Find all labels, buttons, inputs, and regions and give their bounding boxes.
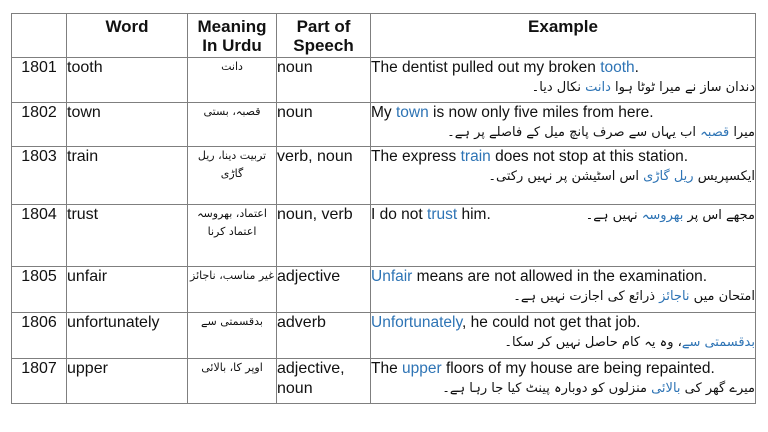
header-row <box>12 14 756 58</box>
row-example <box>371 58 756 103</box>
header-number <box>12 14 67 58</box>
example-highlight: ریل گاڑی <box>643 169 694 184</box>
row-word: train <box>67 147 188 205</box>
row-example <box>371 359 756 404</box>
row-example <box>371 205 756 267</box>
row-word: tooth <box>67 58 188 103</box>
example-inline <box>371 205 755 226</box>
example-text: دندان ساز نے میرا ٹوٹا ہوا <box>610 80 755 95</box>
example-english <box>371 147 755 167</box>
header-pos-line1: Part of <box>296 17 351 36</box>
vocabulary-table <box>11 13 756 404</box>
row-word: unfortunately <box>67 313 188 359</box>
example-highlight: ناجائز <box>659 289 690 304</box>
header-word: Word <box>67 14 188 58</box>
example-text: منزلوں کو دوبارہ پینٹ کیا جا رہا ہے۔ <box>442 381 652 396</box>
example-highlight: بدقسمتی سے <box>681 335 755 350</box>
example-urdu <box>371 379 755 399</box>
row-urdu-meaning: اوپر کا، بالائی <box>188 359 277 404</box>
row-part-of-speech: adjective <box>277 267 371 313</box>
example-text: . <box>634 59 639 76</box>
example-highlight: train <box>460 148 491 165</box>
example-english <box>371 359 755 379</box>
example-highlight: Unfortunately <box>371 314 463 331</box>
example-urdu <box>371 123 755 143</box>
row-part-of-speech: verb, noun <box>277 147 371 205</box>
table-row <box>12 103 756 147</box>
example-text: میرے گھر کی <box>680 381 755 396</box>
example-english <box>371 58 755 78</box>
header-meaning <box>188 14 277 58</box>
row-word: upper <box>67 359 188 404</box>
table-row <box>12 205 756 267</box>
example-highlight: tooth <box>600 59 635 76</box>
row-word: town <box>67 103 188 147</box>
example-text: The express <box>371 148 461 165</box>
row-urdu-meaning: تربیت دینا، ریل گاڑی <box>188 147 277 205</box>
example-text: نکال دیا۔ <box>531 80 586 95</box>
example-text: My <box>371 104 396 121</box>
row-urdu-meaning: دانت <box>188 58 277 103</box>
row-example <box>371 103 756 147</box>
row-part-of-speech: noun, verb <box>277 205 371 267</box>
row-word: unfair <box>67 267 188 313</box>
example-text: ایکسپریس <box>693 169 755 184</box>
header-part-of-speech <box>277 14 371 58</box>
row-urdu-meaning: غیر مناسب، ناجائز <box>188 267 277 313</box>
table-row <box>12 359 756 404</box>
row-part-of-speech: noun <box>277 103 371 147</box>
example-urdu <box>586 206 755 226</box>
example-urdu <box>371 167 755 187</box>
example-english <box>371 103 755 123</box>
example-text: ، وہ یہ کام حاصل نہیں کر سکا۔ <box>504 335 682 350</box>
row-urdu-meaning: اعتماد، بھروسہ اعتماد کرنا <box>188 205 277 267</box>
example-text: is now only five miles from here. <box>428 104 654 121</box>
example-text: The dentist pulled out my broken <box>371 59 601 76</box>
table-row <box>12 58 756 103</box>
example-text: ذرائع کی اجازت نہیں ہے۔ <box>513 289 660 304</box>
example-english <box>371 205 491 225</box>
table-row <box>12 313 756 359</box>
example-text: اس اسٹیشن پر نہیں رکتی۔ <box>488 169 644 184</box>
row-number: 1805 <box>12 267 67 313</box>
table-row <box>12 267 756 313</box>
row-word: trust <box>67 205 188 267</box>
row-number: 1803 <box>12 147 67 205</box>
example-text: does not stop at this station. <box>490 148 689 165</box>
header-example: Example <box>371 14 756 58</box>
example-english <box>371 267 755 287</box>
example-text: , he could not get that job. <box>462 314 641 331</box>
example-english <box>371 313 755 333</box>
example-text: means are not allowed in the examination. <box>412 268 708 285</box>
example-highlight: قصبہ <box>700 125 730 140</box>
example-urdu <box>371 78 755 98</box>
row-example <box>371 267 756 313</box>
example-highlight: town <box>395 104 429 121</box>
example-urdu <box>371 287 755 307</box>
row-number: 1802 <box>12 103 67 147</box>
example-text: him. <box>457 206 491 223</box>
row-urdu-meaning: بدقسمتی سے <box>188 313 277 359</box>
table-row <box>12 147 756 205</box>
header-meaning-line2: In Urdu <box>202 36 262 55</box>
example-highlight: trust <box>427 206 458 223</box>
row-example <box>371 313 756 359</box>
row-example <box>371 147 756 205</box>
row-part-of-speech: noun <box>277 58 371 103</box>
example-text: I do not <box>371 206 428 223</box>
row-part-of-speech: adverb <box>277 313 371 359</box>
header-pos-line2: Speech <box>293 36 354 55</box>
example-urdu <box>371 333 755 353</box>
row-number: 1807 <box>12 359 67 404</box>
row-part-of-speech: adjective, noun <box>277 359 371 404</box>
example-highlight: بالائی <box>651 381 681 396</box>
example-highlight: دانت <box>585 80 611 95</box>
example-highlight: upper <box>402 360 442 377</box>
example-highlight: بھروسہ <box>641 208 684 223</box>
row-urdu-meaning: قصبہ، بستی <box>188 103 277 147</box>
row-number: 1806 <box>12 313 67 359</box>
example-text: اب یہاں سے صرف پانچ میل کے فاصلے پر ہے۔ <box>447 125 701 140</box>
header-meaning-line1: Meaning <box>197 17 267 36</box>
example-text: The <box>371 360 403 377</box>
example-text: نہیں ہے۔ <box>585 208 642 223</box>
example-text: floors of my house are being repainted. <box>441 360 715 377</box>
row-number: 1804 <box>12 205 67 267</box>
example-text: امتحان میں <box>689 289 755 304</box>
row-number: 1801 <box>12 58 67 103</box>
example-text: مجھے اس پر <box>683 208 755 223</box>
example-text: میرا <box>729 125 755 140</box>
example-highlight: Unfair <box>371 268 413 285</box>
